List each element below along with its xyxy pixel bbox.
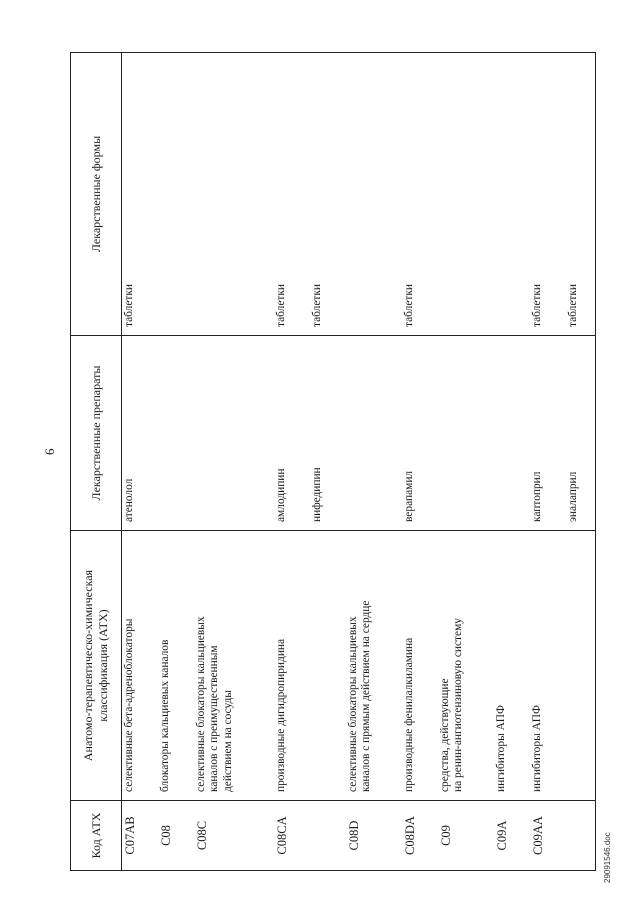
atc-code-cell: C09A: [494, 801, 530, 871]
classification-line: селективные блокаторы кальциевых: [346, 616, 359, 792]
table-row: [402, 53, 438, 871]
table-row: [122, 53, 158, 871]
header-drug: Лекарственные препараты: [71, 336, 122, 531]
dosage-form-cell: [438, 53, 494, 336]
dosage-form-cell: таблетки: [310, 53, 346, 336]
dosage-form-cell: [346, 53, 402, 336]
classification-cell: [402, 531, 438, 801]
classification-cell: [310, 531, 346, 801]
classification-cell: [194, 531, 274, 801]
atc-code-cell: C08C: [194, 801, 274, 871]
atc-code-cell: C09AA: [530, 801, 566, 871]
classification-cell: [566, 531, 596, 801]
dosage-form-cell: [194, 53, 274, 336]
atc-code-cell: C07AB: [122, 801, 158, 871]
drug-cell: верапамил: [402, 336, 438, 531]
classification-cell: [438, 531, 494, 801]
dosage-form-cell: таблетки: [530, 53, 566, 336]
classification-cell: [158, 531, 194, 801]
dosage-form-cell: таблетки: [122, 53, 158, 336]
drug-cell: [438, 336, 494, 531]
drug-cell: эналаприл: [566, 336, 596, 531]
classification-line: каналов с прямым действием на сердце: [360, 600, 373, 792]
atc-code-cell: C08CA: [274, 801, 310, 871]
atc-code-cell: C08: [158, 801, 194, 871]
dosage-form-cell: [494, 53, 530, 336]
classification-line: производные дигидропиридина: [274, 638, 287, 792]
header-classification-line: классификация (АТХ): [96, 609, 110, 722]
header-code: Код АТХ: [71, 801, 122, 871]
table-row: [310, 53, 346, 871]
classification-line: средства, действующие: [438, 678, 451, 792]
classification-line: каналов с преимущественным: [208, 645, 221, 792]
drug-cell: [194, 336, 274, 531]
drug-cell: атенолол: [122, 336, 158, 531]
drug-cell: каптоприл: [530, 336, 566, 531]
table-row: [494, 53, 530, 871]
drug-cell: [346, 336, 402, 531]
table-row: [566, 53, 596, 871]
classification-cell: [274, 531, 310, 801]
header-form: Лекарственные формы: [71, 53, 122, 336]
atc-code-cell: C08D: [346, 801, 402, 871]
header-classification-line: Анатомо-терапевтическо-химическая: [81, 569, 96, 762]
table-row: [530, 53, 566, 871]
classification-cell: [346, 531, 402, 801]
drug-cell: [158, 336, 194, 531]
header-classification: [71, 531, 122, 801]
table-row: [438, 53, 494, 871]
document-id: 29091546.doc: [603, 832, 612, 883]
classification-line: ингибиторы АПФ: [530, 704, 543, 792]
classification-line: селективные блокаторы кальциевых: [194, 616, 207, 792]
dosage-form-cell: таблетки: [566, 53, 596, 336]
table-row: [346, 53, 402, 871]
classification-line: действием на сосуды: [222, 690, 235, 792]
atc-table: [70, 52, 596, 871]
classification-line: ингибиторы АПФ: [494, 704, 507, 792]
classification-line: на ренин-ангиотензиновую систему: [452, 618, 465, 792]
atc-code-cell: [566, 801, 596, 871]
classification-cell: [530, 531, 566, 801]
table-row: [194, 53, 274, 871]
dosage-form-cell: таблетки: [402, 53, 438, 336]
classification-line: производные фенилалкиламина: [402, 637, 415, 792]
classification-cell: [494, 531, 530, 801]
classification-cell: [122, 531, 158, 801]
table-body: [122, 53, 596, 871]
rotated-page: [0, 45, 640, 905]
page-number: 6: [42, 448, 57, 455]
drug-cell: амлодипин: [274, 336, 310, 531]
dosage-form-cell: таблетки: [274, 53, 310, 336]
drug-cell: нифедипин: [310, 336, 346, 531]
drug-cell: [494, 336, 530, 531]
atc-code-cell: C09: [438, 801, 494, 871]
classification-line: блокаторы кальциевых каналов: [158, 639, 171, 792]
atc-code-cell: C08DA: [402, 801, 438, 871]
table-row: [158, 53, 194, 871]
table-header-row: [71, 53, 122, 871]
atc-code-cell: [310, 801, 346, 871]
table-row: [274, 53, 310, 871]
dosage-form-cell: [158, 53, 194, 336]
classification-line: селективные бета-адреноблокаторы: [123, 618, 135, 792]
